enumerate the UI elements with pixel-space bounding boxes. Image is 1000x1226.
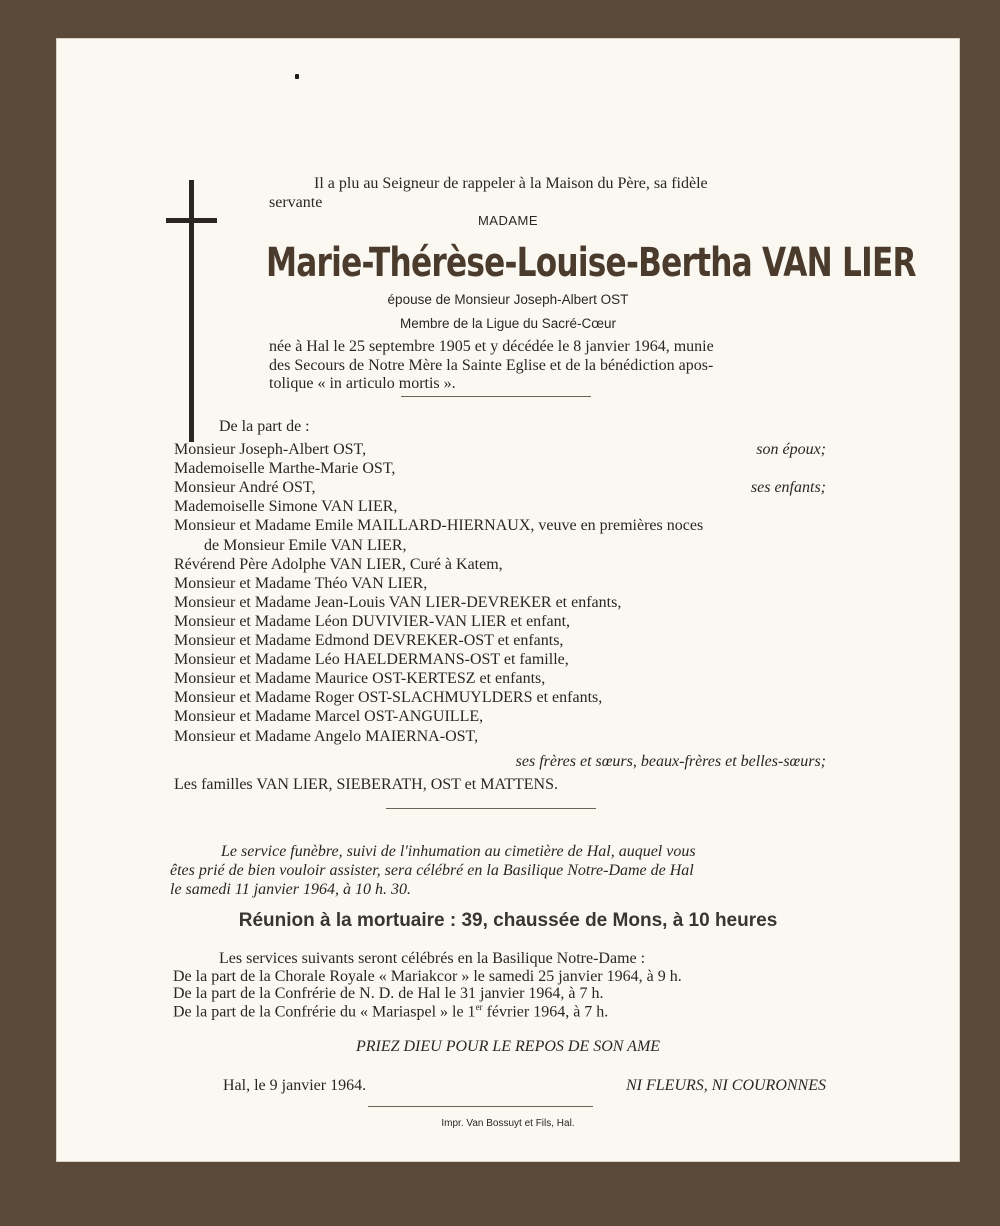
service-line-1: Le service funèbre, suivi de l'inhumation au cimetière de Hal, auquel vous [221, 843, 696, 860]
family-member: Monsieur et Madame Edmond DEVREKER-OST et enfants, [174, 632, 564, 649]
birth-death-line-1: née à Hal le 25 septembre 1905 et y décédée le 8 janvier 1964, munie [269, 338, 714, 355]
services-line-1: De la part de la Chorale Royale « Mariakcor » le samedi 25 janvier 1964, à 9 h. [173, 968, 682, 985]
divider [401, 396, 591, 397]
family-member: Monsieur et Madame Marcel OST-ANGUILLE, [174, 708, 484, 726]
title-prefix: MADAME [477, 213, 539, 228]
service-line-3: le samedi 11 janvier 1964, à 10 h. 30. [170, 881, 412, 898]
family-member: Mademoiselle Simone VAN LIER, [174, 498, 398, 516]
family-relation: son époux; [756, 441, 826, 458]
family-member: Mademoiselle Marthe-Marie OST, [174, 460, 396, 478]
family-member: Monsieur et Madame Roger OST-SLACHMUYLDERS et enfants, [174, 689, 603, 707]
intro-line-1: Il a plu au Seigneur de rappeler à la Maison du Père, sa fidèle [314, 175, 708, 192]
membership-line: Membre de la Ligue du Sacré-Cœur [399, 316, 617, 331]
family-member: Monsieur Joseph-Albert OST, [174, 441, 367, 458]
siblings-relation: ses frères et sœurs, beaux-frères et belles-sœurs; [515, 753, 826, 770]
family-member: Monsieur et Madame Léo HAELDERMANS-OST et famille, [174, 651, 569, 669]
families-line: Les familles VAN LIER, SIEBERATH, OST et MATTENS. [174, 776, 558, 793]
birth-death-line-2: des Secours de Notre Mère la Sainte Eglise et de la bénédiction apos- [269, 357, 714, 374]
family-member: Monsieur et Madame Emile MAILLARD-HIERNAUX, veuve en premières noces [174, 517, 704, 535]
family-member: Monsieur et Madame Théo VAN LIER, [174, 574, 428, 592]
divider [386, 808, 596, 809]
services-intro: Les services suivants seront célébrés en la Basilique Notre-Dame : [219, 950, 646, 967]
services-line-2: De la part de la Confrérie de N. D. de Hal le 31 janvier 1964, à 7 h. [173, 985, 604, 1002]
deceased-name: Marie-Thérèse-Louise-Bertha VAN LIER [266, 240, 916, 286]
family-member: Monsieur et Madame Léon DUVIVIER-VAN LIER et enfant, [174, 612, 571, 630]
spouse-line: épouse de Monsieur Joseph-Albert OST [387, 292, 629, 307]
family-member: Révérend Père Adolphe VAN LIER, Curé à Katem, [174, 555, 503, 573]
family-member: de Monsieur Emile VAN LIER, [204, 536, 407, 554]
family-member: Monsieur André OST, [174, 479, 316, 497]
divider [368, 1106, 593, 1107]
services-line-3: De la part de la Confrérie du « Mariaspel » le 1er février 1964, à 7 h. [173, 1002, 609, 1021]
place-date: Hal, le 9 janvier 1964. [223, 1077, 367, 1094]
intro-line-2: servante [269, 194, 323, 211]
imprint: Impr. Van Bossuyt et Fils, Hal. [441, 1118, 575, 1129]
death-notice-card [56, 38, 960, 1162]
reunion-line: Réunion à la mortuaire : 39, chaussée de Mons, à 10 heures [238, 910, 778, 931]
service-line-2: êtes prié de bien vouloir assister, sera célébré en la Basilique Notre-Dame de Hal [170, 862, 694, 879]
family-member: Monsieur et Madame Angelo MAIERNA-OST, [174, 727, 479, 745]
family-relation: ses enfants; [750, 479, 826, 497]
prayer-line: PRIEZ DIEU POUR LE REPOS DE SON AME [355, 1038, 661, 1055]
no-flowers: NI FLEURS, NI COURONNES [626, 1077, 826, 1094]
ink-speck [295, 74, 299, 79]
family-member: Monsieur et Madame Jean-Louis VAN LIER-DEVREKER et enfants, [174, 593, 622, 611]
family-member: Monsieur et Madame Maurice OST-KERTESZ et enfants, [174, 670, 546, 688]
birth-death-line-3: tolique « in articulo mortis ». [269, 375, 456, 392]
from-label: De la part de : [219, 418, 310, 435]
